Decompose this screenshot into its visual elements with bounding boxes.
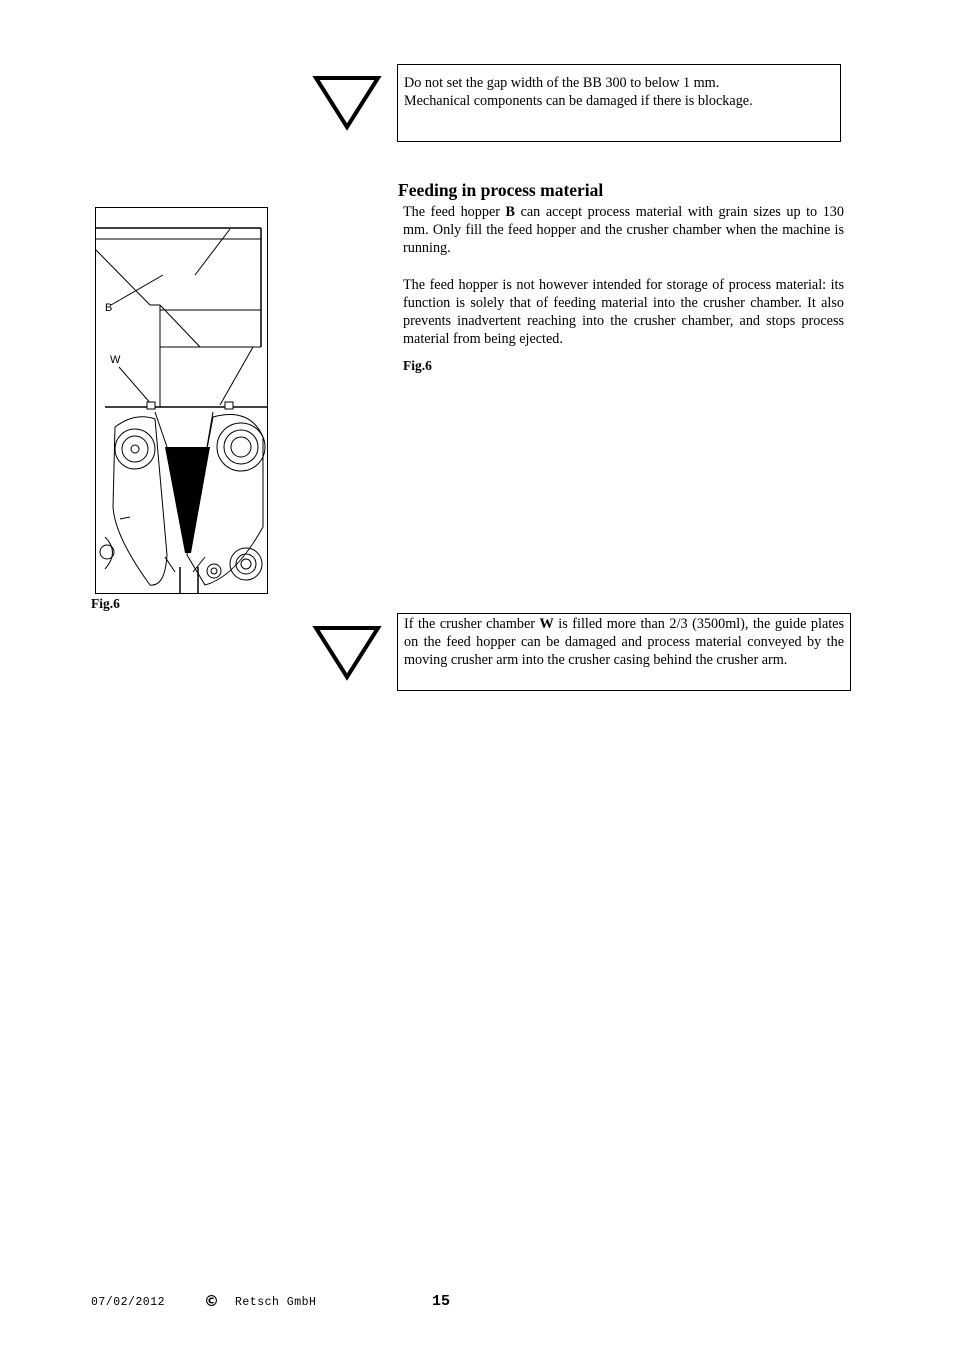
notice-line-1: Do not set the gap width of the BB 300 to below 1 mm. — [404, 75, 720, 91]
section-heading: Feeding in process material — [398, 180, 604, 200]
para1-text-start: The feed hopper — [403, 204, 506, 220]
warning-triangle-icon — [312, 624, 382, 682]
figure-label-b: B — [105, 302, 113, 314]
para2-text: The feed hopper is not however intended for storage of process material: its function is solely that of feeding material into the crusher chamber. It also prevents inadvertent reaching into the crusher chamber, and stops process material from being ejected. — [403, 277, 844, 347]
notice-gap-width — [397, 64, 841, 142]
copyright-icon: © — [204, 1292, 219, 1310]
notice-line-2: Mechanical components can be damaged if there is blockage. — [404, 93, 753, 109]
notice2-text-start: If the crusher chamber — [404, 616, 540, 632]
para1-text-end: can accept process material with grain sizes up to 130 mm. Only fill the feed hopper and the crusher chamber when the machine is running. — [403, 204, 844, 256]
warning-triangle-icon — [312, 74, 382, 132]
label-b-ref: B — [505, 204, 516, 220]
figure-label-w: W — [110, 354, 121, 366]
paragraph-feed-hopper — [403, 203, 844, 257]
label-w-ref: W — [539, 616, 554, 632]
footer-date: 07/02/2012 — [91, 1296, 166, 1309]
paragraph-storage — [403, 276, 844, 348]
notice2-text-end: is filled more than 2/3 (3500ml), the guide plates on the feed hopper can be damaged and process material conveyed by the moving crusher arm into the crusher casing behind the crusher arm. — [404, 616, 845, 668]
figure-reference: Fig.6 — [403, 358, 432, 373]
figure-caption: Fig.6 — [91, 596, 120, 611]
notice-chamber-fill — [397, 613, 851, 691]
footer-company: Retsch GmbH — [235, 1296, 317, 1309]
page-number: 15 — [432, 1293, 451, 1310]
figure-jaw-crusher-drawing — [95, 207, 268, 594]
